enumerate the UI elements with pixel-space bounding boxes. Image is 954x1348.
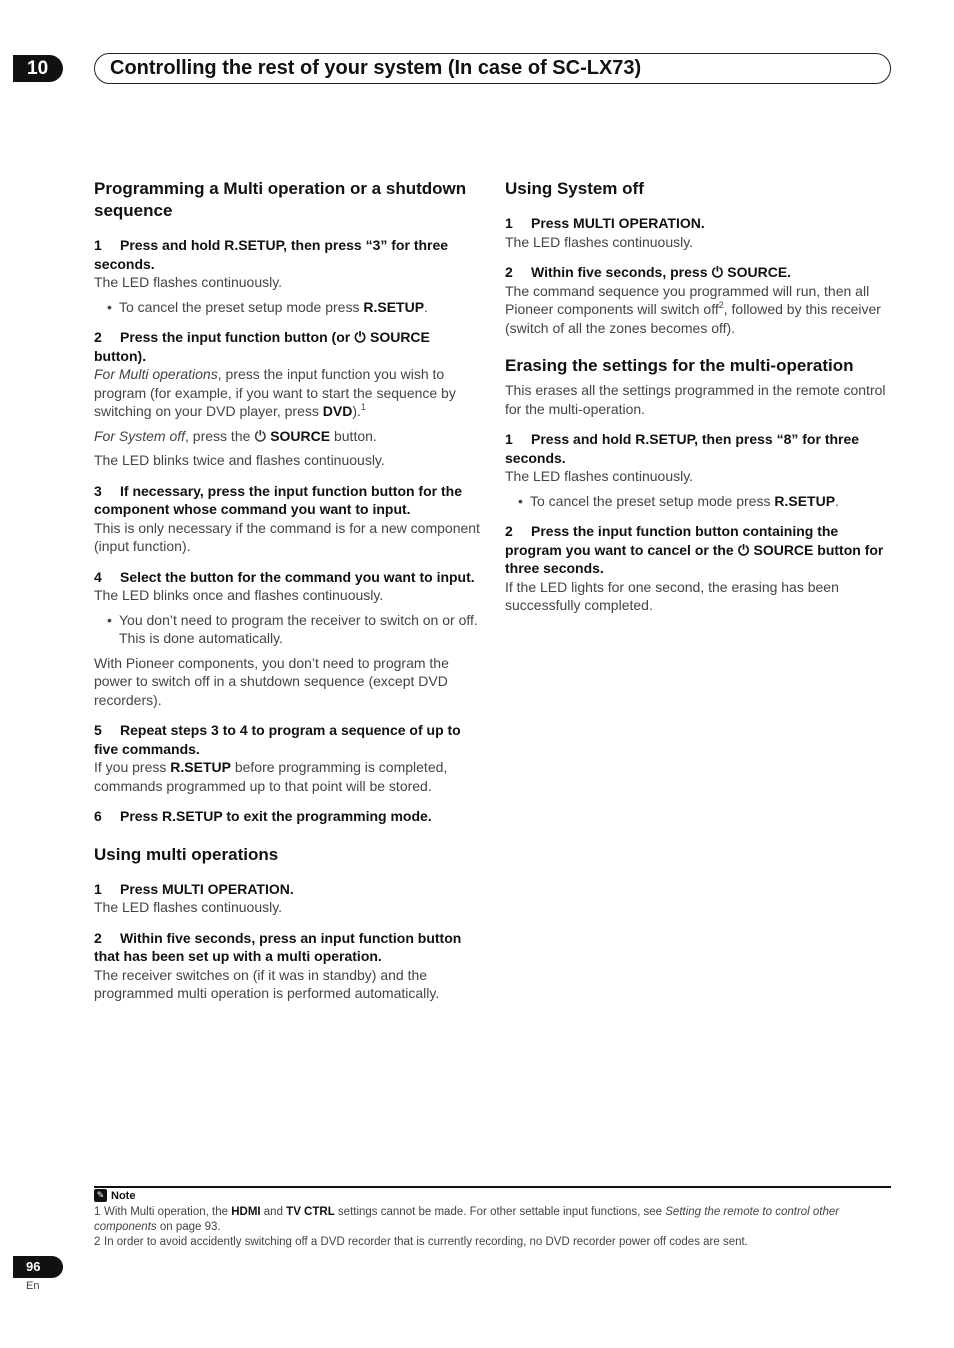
step-2-blink: The LED blinks twice and flashes continuously. bbox=[94, 452, 385, 468]
erase-step-1-body: The LED flashes continuously. bbox=[505, 468, 694, 484]
page-number: 96 bbox=[13, 1256, 63, 1278]
multi-step-1: 1 Press MULTI OPERATION. bbox=[94, 880, 294, 897]
note-divider bbox=[94, 1186, 891, 1188]
step-1-bullet: • To cancel the preset setup mode press R.SETUP. bbox=[94, 298, 482, 317]
step-4-body-2: With Pioneer components, you don’t need to program the power to switch off in a shutdown sequence (except DVD recorders). bbox=[94, 654, 449, 708]
erase-step-2-body: If the LED lights for one second, the erasing has been successfully completed. bbox=[505, 578, 839, 613]
note-heading: ✎ Note bbox=[94, 1189, 135, 1202]
footnote-2: 2 In order to avoid accidently switching off a DVD recorder that is currently recording, no DVD recorder power off codes are sent. bbox=[94, 1236, 748, 1248]
step-3: 3 If necessary, press the input function button for the component whose command you want to input. bbox=[94, 482, 462, 517]
section-title-erasing: Erasing the settings for the multi-operation bbox=[505, 356, 854, 375]
step-5: 5 Repeat steps 3 to 4 to program a sequence of up to five commands. bbox=[94, 722, 461, 757]
power-icon: ⏻ bbox=[711, 264, 723, 280]
footnote-ref-1: 1 bbox=[360, 402, 366, 412]
off-step-2-body: The command sequence you programmed will run, then all Pioneer components will switch off$^2$, followed by this receiver (switch of all the zones becomes off). bbox=[505, 282, 881, 336]
step-3-body: This is only necessary if the command is for a new component (input function). bbox=[94, 519, 480, 554]
step-2: 2 Press the input function button (or ⏻ SOURCE button). bbox=[94, 329, 430, 364]
erase-step-1: 1 Press and hold R.SETUP, then press “8” for three seconds. bbox=[505, 431, 860, 466]
step-2-off-body: For System off, press the ⏻ SOURCE button. bbox=[94, 427, 377, 444]
power-icon: ⏻ bbox=[254, 427, 266, 444]
step-1-body: The LED flashes continuously. bbox=[94, 274, 283, 290]
step-4-body: The LED blinks once and flashes continuously. bbox=[94, 587, 384, 603]
note-icon: ✎ bbox=[94, 1189, 107, 1202]
language-code: En bbox=[26, 1280, 40, 1292]
erase-step-1-bullet: • To cancel the preset setup mode press R.SETUP. bbox=[505, 492, 893, 511]
section-title-programming: Programming a Multi operation or a shutdown sequence bbox=[94, 179, 467, 220]
off-step-2: 2 Within five seconds, press ⏻ SOURCE. bbox=[505, 264, 792, 280]
erase-intro: This erases all the settings programmed in the remote control for the multi-operation. bbox=[505, 382, 886, 417]
footnote-ref-2: 2 bbox=[718, 300, 724, 310]
off-step-1: 1 Press MULTI OPERATION. bbox=[505, 215, 705, 231]
step-5-body: If you press R.SETUP before programming is completed, commands programmed up to that point will be stored. bbox=[94, 759, 448, 794]
section-title-system-off: Using System off bbox=[505, 179, 644, 198]
off-step-1-body: The LED flashes continuously. bbox=[505, 233, 694, 250]
erase-step-2: 2 Press the input function button containing the program you want to cancel or the ⏻ SOURCE button for three seconds. bbox=[505, 523, 884, 576]
multi-step-2: 2 Within five seconds, press an input function button that has been set up with a multi operation. bbox=[94, 929, 462, 964]
power-icon: ⏻ bbox=[354, 329, 366, 345]
chapter-number-badge: 10 bbox=[13, 55, 63, 82]
multi-step-2-body: The receiver switches on (if it was in standby) and the programmed multi operation is performed automatically. bbox=[94, 966, 440, 1001]
step-2-multi-body: For Multi operations, press the input function you wish to program (for example, if you want to start the sequence by switching on your DVD player, press DVD).$^1$ bbox=[94, 366, 456, 419]
multi-step-1-body: The LED flashes continuously. bbox=[94, 899, 283, 915]
power-icon: ⏻ bbox=[738, 541, 750, 558]
left-column bbox=[94, 178, 482, 1003]
step-4-bullet: • You don’t need to program the receiver to switch on or off. This is done automatically. bbox=[94, 611, 482, 648]
section-title-using-multi: Using multi operations bbox=[94, 844, 279, 864]
step-4: 4 Select the button for the command you want to input. bbox=[94, 568, 475, 585]
right-column bbox=[505, 178, 893, 615]
footnote-1: 1 With Multi operation, the HDMI and TV CTRL settings cannot be made. For other settable input functions, see Setting the remote to control other components on page 93. bbox=[94, 1206, 840, 1233]
step-6: 6 Press R.SETUP to exit the programming mode. bbox=[94, 808, 432, 824]
chapter-title: Controlling the rest of your system (In case of SC-LX73) bbox=[94, 53, 891, 84]
step-1: 1 Press and hold R.SETUP, then press “3” for three seconds. bbox=[94, 237, 449, 272]
